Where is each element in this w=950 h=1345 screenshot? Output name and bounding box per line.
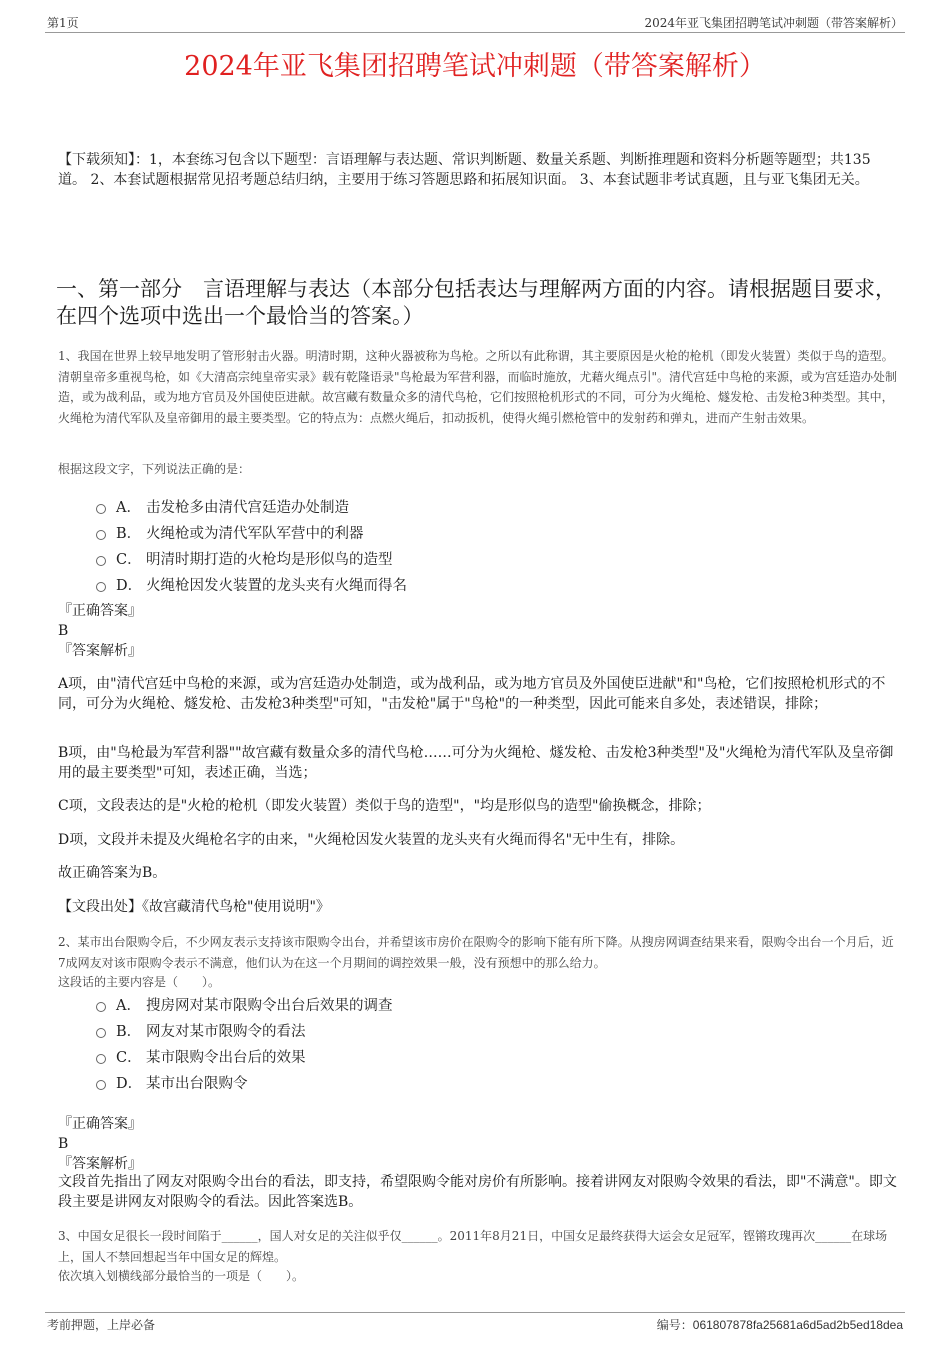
page-header: [45, 12, 905, 33]
analysis-text: 文段首先指出了网友对限购令出台的看法，即支持，希望限购令能对房价有所影响。接着讲网友对限购令效果的看法，即"不满意"。即文段主要是讲网友对限购令的看法。因此答案选B。: [58, 1174, 897, 1210]
analysis-a: A项，由"清代宫廷中鸟枪的来源，或为宫廷造办处制造，或为战利品，或为地方官员及外国使臣进献"和"鸟枪，它们按照枪机形式的不同，可分为火绳枪、燧发枪、击发枪3种类型"可知，"击发枪"属于"鸟枪"的一种类型，因此可能来自多处，表述错误，排除；: [58, 676, 886, 712]
analysis-label: 『答案解析』: [58, 1156, 142, 1172]
analysis-c: C项，文段表达的是"火枪的枪机（即发火装置）类似于鸟的造型"，"均是形似鸟的造型"偷换概念，排除；: [58, 798, 711, 814]
option-c[interactable]: C． 明清时期打造的火枪均是形似鸟的造型: [96, 545, 407, 571]
radio-icon[interactable]: [96, 1028, 106, 1038]
answer-value: B: [58, 623, 69, 639]
radio-icon[interactable]: [96, 1080, 106, 1090]
option-b[interactable]: B． 网友对某市限购令的看法: [96, 1017, 393, 1043]
question-3-text: 3、中国女足很长一段时间陷于______，国人对女足的关注似乎仅______。2011年8月21日，中国女足最终获得大运会女足冠军，铿锵玫瑰再次______在球场上，国人不禁回想起当年中国女足的辉煌。: [58, 1229, 888, 1264]
radio-icon[interactable]: [96, 556, 106, 566]
radio-icon[interactable]: [96, 582, 106, 592]
analysis-label: 『答案解析』: [58, 643, 142, 659]
analysis-conclusion: 故正确答案为B。: [58, 865, 167, 881]
option-a[interactable]: A． 搜房网对某市限购令出台后效果的调查: [96, 991, 393, 1017]
page-title: 2024年亚飞集团招聘笔试冲刺题（带答案解析）: [184, 51, 766, 82]
question-2-stem: 这段话的主要内容是（ ）。: [58, 975, 221, 989]
option-a[interactable]: A． 击发枪多由清代宫廷造办处制造: [96, 493, 407, 519]
page-footer: [45, 1312, 905, 1341]
page-number: 第1页: [47, 16, 79, 30]
question-2-text: 2、某市出台限购令后，不少网友表示支持该市限购令出台，并希望该市房价在限购令的影响下能有所下降。从搜房网调查结果来看，限购令出台一个月后，近7成网友对该市限购令表示不满意，他们认为在这一个月期间的调控效果一般，没有预想中的那么给力。: [58, 935, 894, 970]
question-1-text: 1、我国在世界上较早地发明了管形射击火器。明清时期，这种火器被称为鸟枪。之所以有此称谓，其主要原因是火枪的枪机（即发火装置）类似于鸟的造型。清朝皇帝多重视鸟枪，如《大清高宗纯皇帝实录》载有乾隆语录"鸟枪最为军营利器，而临时施放，尤藉火绳点引"。清代宫廷中鸟枪的来源，或为宫廷造办处制造，或为战利品，或为地方官员及外国使臣进献。故宫藏有数量众多的清代鸟枪，它们按照枪机形式的不同，可分为火绳枪、燧发枪、击发枪3种类型。其中，火绳枪为清代军队及皇帝御用的最主要类型。它的特点为：点燃火绳后，扣动扳机，使得火绳引燃枪管中的发射药和弹丸，进而产生射击效果。: [58, 349, 898, 425]
radio-icon[interactable]: [96, 530, 106, 540]
section-heading: 一、第一部分 言语理解与表达（本部分包括表达与理解两方面的内容。请根据题目要求，在四个选项中选出一个最恰当的答案。）: [56, 277, 896, 328]
question-2-options: [96, 991, 393, 1095]
analysis-d: D项，文段并未提及火绳枪名字的由来，"火绳枪因发火装置的龙头夹有火绳而得名"无中生有，排除。: [58, 832, 685, 848]
radio-icon[interactable]: [96, 1002, 106, 1012]
option-d[interactable]: D． 某市出台限购令: [96, 1069, 393, 1095]
analysis-b: B项，由"鸟枪最为军营利器""故宫藏有数量众多的清代鸟枪……可分为火绳枪、燧发枪、击发枪3种类型"及"火绳枪为清代军队及皇帝御用的最主要类型"可知，表述正确，当选；: [58, 745, 894, 781]
source: 【文段出处】《故宫藏清代鸟枪"使用说明"》: [58, 899, 330, 915]
header-doc-title: 2024年亚飞集团招聘笔试冲刺题（带答案解析）: [644, 16, 903, 30]
answer-label: 『正确答案』: [58, 603, 142, 619]
question-1-stem: 根据这段文字，下列说法正确的是：: [58, 462, 251, 476]
download-notice: 【下载须知】：1，本套练习包含以下题型：言语理解与表达题、常识判断题、数量关系题、判断推理题和资料分析题等题型；共135道。 2、本套试题根据常见招考题总结归纳，主要用于练习答题思路和拓展知识面。 3、本套试题非考试真题，且与亚飞集团无关。: [58, 152, 871, 188]
radio-icon[interactable]: [96, 504, 106, 514]
answer-value: B: [58, 1136, 69, 1152]
answer-label: 『正确答案』: [58, 1116, 142, 1132]
option-b[interactable]: B． 火绳枪或为清代军队军营中的利器: [96, 519, 407, 545]
footer-doc-id: 编号：061807878fa25681a6d5ad2b5ed18dea: [656, 1318, 903, 1332]
radio-icon[interactable]: [96, 1054, 106, 1064]
option-c[interactable]: C． 某市限购令出台后的效果: [96, 1043, 393, 1069]
option-d[interactable]: D． 火绳枪因发火装置的龙头夹有火绳而得名: [96, 571, 407, 597]
footer-slogan: 考前押题，上岸必备: [47, 1318, 156, 1332]
question-3-stem: 依次填入划横线部分最恰当的一项是（ ）。: [58, 1269, 305, 1283]
question-1-options: [96, 493, 407, 597]
